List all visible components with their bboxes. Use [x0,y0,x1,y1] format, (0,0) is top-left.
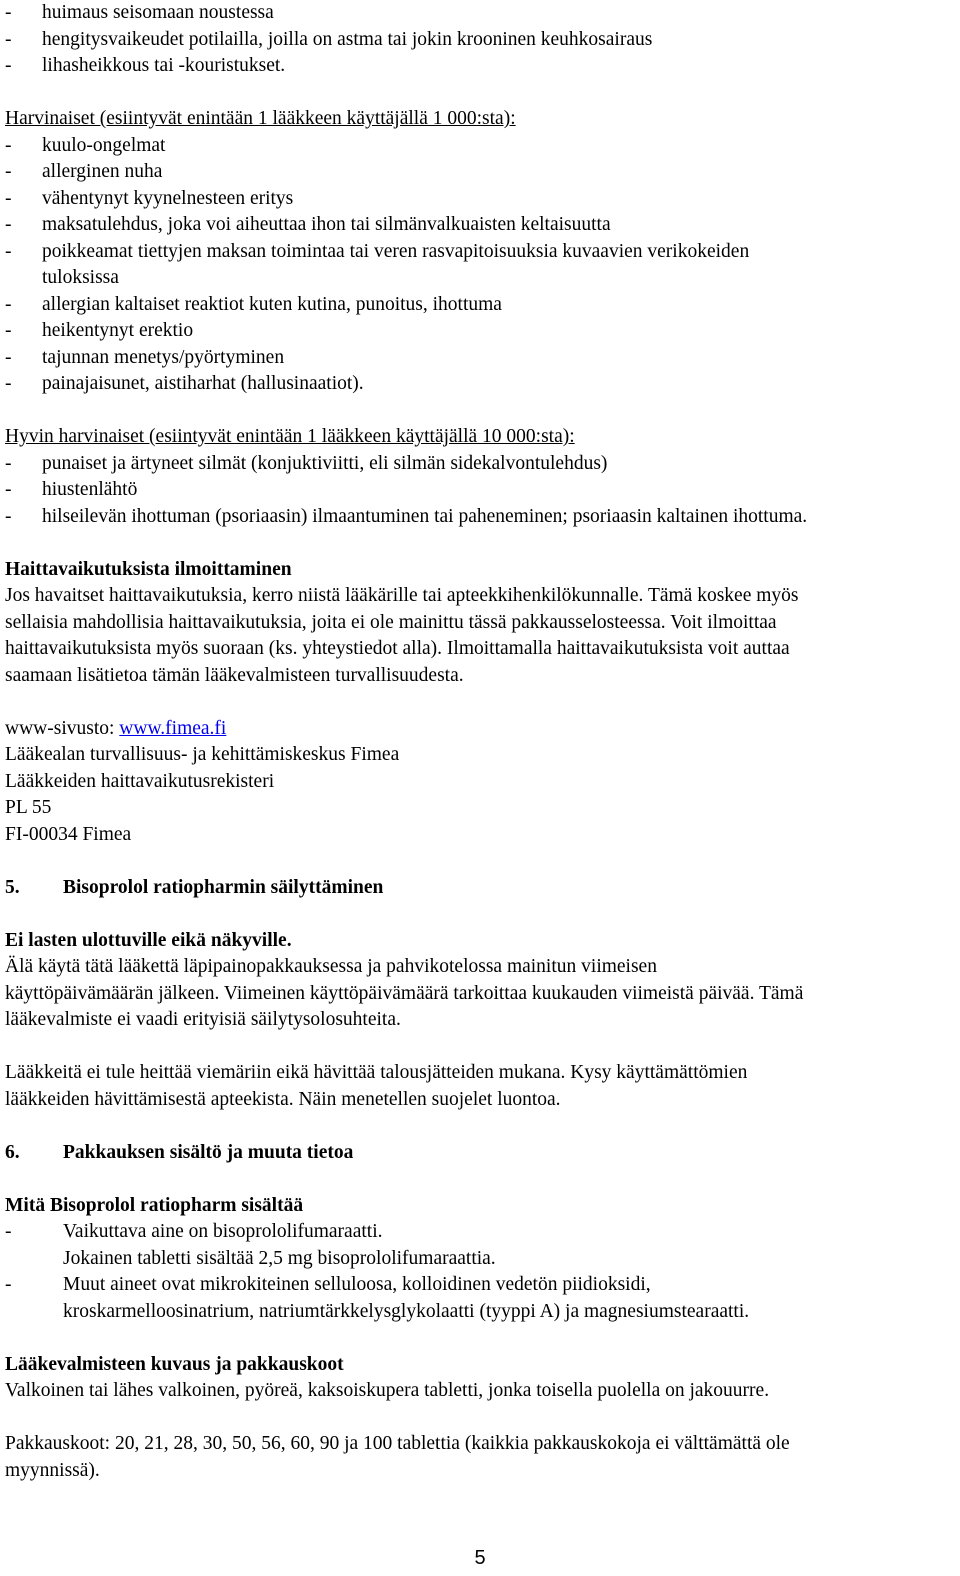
list-item: - maksatulehdus, joka voi aiheuttaa ihon tai silmänvalkuaisten keltaisuutta [5,214,611,235]
website-line: www-sivusto: www.fimea.fi [5,717,227,739]
list-item-continuation: tuloksissa [42,267,119,288]
list-item: - huimaus seisomaan noustessa [5,2,274,23]
paragraph-line: saamaan lisätietoa tämän lääkevalmisteen turvallisuudesta. [5,664,464,686]
paragraph-line: myynnissä). [5,1459,100,1481]
description-heading: Lääkevalmisteen kuvaus ja pakkauskoot [5,1353,344,1375]
list-item-continuation: Jokainen tabletti sisältää 2,5 mg bisoprololifumaraattia. [63,1247,496,1269]
contact-line: Lääkkeiden haittavaikutusrekisteri [5,770,275,792]
list-item: - Muut aineet ovat mikrokiteinen selluloosa, kolloidinen vedetön piidioksidi, [5,1274,651,1295]
section-6-heading: 6. Pakkauksen sisältö ja muuta tietoa [5,1141,354,1163]
list-item: - lihasheikkous tai -kouristukset. [5,55,286,76]
list-item: - painajaisunet, aistiharhat (hallusinaatiot). [5,373,364,394]
rare-heading: Harvinaiset (esiintyvät enintään 1 lääkkeen käyttäjällä 1 000:sta): [5,108,516,129]
list-item: - vähentynyt kyynelnesteen eritys [5,187,294,209]
very-rare-heading: Hyvin harvinaiset (esiintyvät enintään 1 lääkkeen käyttäjällä 10 000:sta): [5,426,575,447]
reporting-heading: Haittavaikutuksista ilmoittaminen [5,558,292,580]
section-5-heading: 5. Bisoprolol ratiopharmin säilyttäminen [5,876,384,898]
list-item: - allergian kaltaiset reaktiot kuten kutina, punoitus, ihottuma [5,293,502,315]
list-item: - heikentynyt erektio [5,320,194,341]
paragraph-line: sellaisia mahdollisia haittavaikutuksia, joita ei ole mainittu tässä pakkausselosteessa. Voit ilmoittaa [5,611,777,633]
list-item: - allerginen nuha [5,161,163,182]
paragraph-line: Lääkkeitä ei tule heittää viemäriin eikä hävittää talousjätteiden mukana. Kysy käyttämättömien [5,1062,748,1083]
contact-line: PL 55 [5,797,52,818]
list-item-continuation: kroskarmelloosinatrium, natriumtärkkelysglykolaatti (tyyppi A) ja magnesiumstearaatti. [63,1300,750,1322]
paragraph-line: lääkevalmiste ei vaadi erityisiä säilytysolosuhteita. [5,1009,401,1030]
paragraph-line: Valkoinen tai lähes valkoinen, pyöreä, kaksoiskupera tabletti, jonka toisella puolella on jakouurre. [5,1380,770,1401]
contact-line: FI-00034 Fimea [5,823,132,845]
document-page [5,0,955,1484]
list-item: - hengitysvaikeudet potilailla, joilla on astma tai jokin krooninen keuhkosairaus [5,28,653,50]
list-item: - kuulo-ongelmat [5,134,166,156]
paragraph-line: Jos havaitset haittavaikutuksia, kerro niistä lääkärille tai apteekkihenkilökunnalle. Tämä koskee myös [5,585,799,606]
paragraph-line: Älä käytä tätä lääkettä läpipainopakkauksessa ja pahvikotelossa mainitun viimeisen [5,956,657,977]
fimea-link[interactable]: www.fimea.fi [119,717,227,739]
list-item: - hilseilevän ihottuman (psoriaasin) ilmaantuminen tai paheneminen; psoriaasin kaltainen ihottuma. [5,505,808,527]
list-item: - hiustenlähtö [5,479,138,500]
paragraph-line: käyttöpäivämäärän jälkeen. Viimeinen käyttöpäivämäärä tarkoittaa kuukauden viimeistä päivää. Tämä [5,982,804,1004]
list-item: - poikkeamat tiettyjen maksan toimintaa tai veren rasvapitoisuuksia kuvaavien verikokeiden [5,240,750,262]
contact-line: Lääkealan turvallisuus- ja kehittämiskeskus Fimea [5,744,400,765]
page-number: 5 [474,1547,486,1569]
paragraph-line: haittavaikutuksista myös suoraan (ks. yhteystiedot alla). Ilmoittamalla haittavaikutuksista voit auttaa [5,638,790,659]
paragraph-line: lääkkeiden hävittämisestä apteekista. Näin menetellen suojelet luontoa. [5,1088,561,1110]
list-item: - punaiset ja ärtyneet silmät (konjuktiviitti, eli silmän sidekalvontulehdus) [5,452,608,474]
storage-warning: Ei lasten ulottuville eikä näkyville. [5,929,292,951]
paragraph-line: Pakkauskoot: 20, 21, 28, 30, 50, 56, 60, 90 ja 100 tablettia (kaikkia pakkauskokoja ei välttämättä ole [5,1433,790,1454]
list-item: - tajunnan menetys/pyörtyminen [5,346,285,368]
list-item: - Vaikuttava aine on bisoprololifumaraatti. [5,1221,383,1242]
contents-heading: Mitä Bisoprolol ratiopharm sisältää [5,1194,304,1216]
